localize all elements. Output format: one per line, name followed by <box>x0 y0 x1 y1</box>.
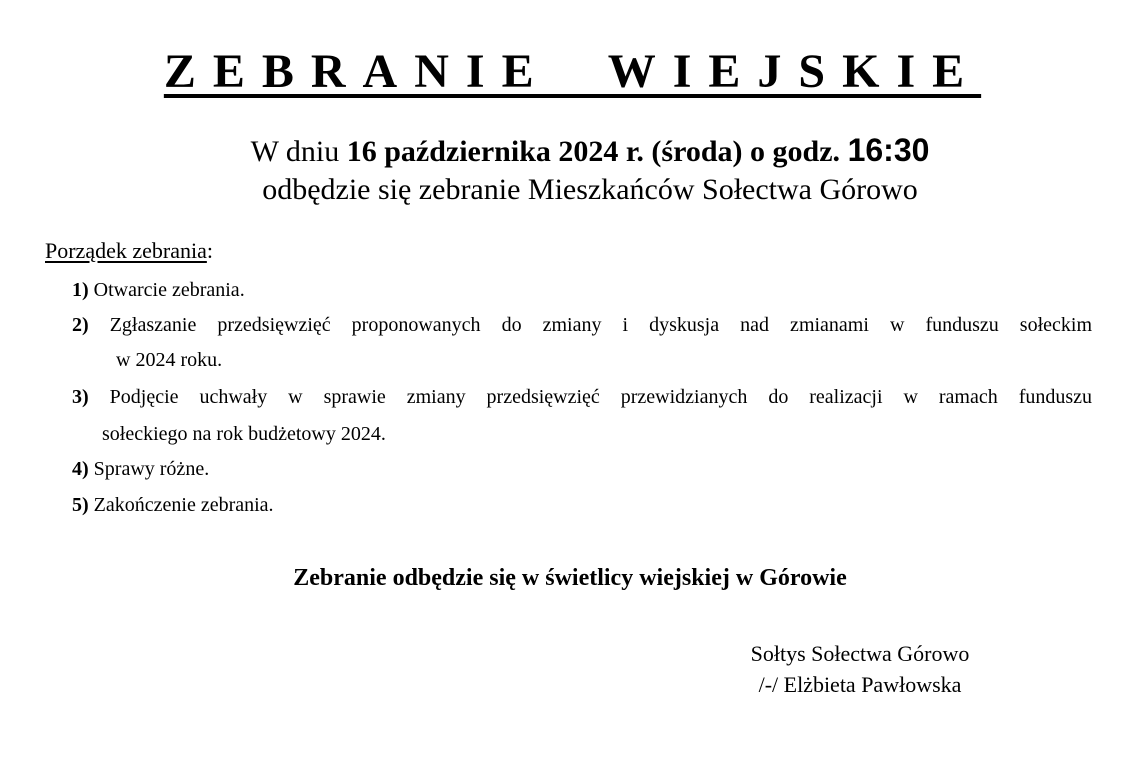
meeting-date: 16 października 2024 r. (środa) o godz. <box>346 135 841 168</box>
signature-block <box>700 638 1020 700</box>
meeting-description: odbędzie się zebranie Mieszkańców Sołectwa Górowo <box>262 173 918 206</box>
agenda-item-text: Podjęcie uchwały w sprawie zmiany przedsięwzięć przewidzianych do realizacji w ramach funduszu <box>109 386 1093 408</box>
signature-name: /-/ Elżbieta Pawłowska <box>758 672 962 697</box>
agenda-item-2 <box>72 308 1092 342</box>
agenda-item-text: Zakończenie zebrania. <box>93 494 274 516</box>
agenda-heading-text: Porządek zebrania <box>45 238 207 263</box>
agenda-item-2-continuation: w 2024 roku. <box>116 349 223 371</box>
agenda-item-1 <box>72 273 245 307</box>
agenda-item-3 <box>72 380 1092 414</box>
agenda-heading-colon: : <box>206 238 213 263</box>
meeting-date-prefix: W dniu <box>250 135 347 168</box>
agenda-item-number: 1) <box>72 279 89 301</box>
agenda-item-number: 2) <box>72 314 89 336</box>
meeting-location: Zebranie odbędzie się w świetlicy wiejskiej w Górowie <box>293 565 847 591</box>
meeting-time: 16:30 <box>847 132 930 168</box>
agenda-heading <box>45 236 213 266</box>
document-title-text: ZEBRANIE WIEJSKIE <box>163 45 982 98</box>
agenda-item-5 <box>72 488 274 522</box>
agenda-item-number: 3) <box>72 386 89 408</box>
meeting-date-line <box>0 130 1145 172</box>
agenda-item-text: Zgłaszanie przedsięwzięć proponowanych do zmiany i dyskusja nad zmianami w funduszu sołeckim <box>109 314 1093 336</box>
agenda-item-number: 5) <box>72 494 89 516</box>
signature-role: Sołtys Sołectwa Górowo <box>750 641 970 666</box>
agenda-item-3-continuation: sołeckiego na rok budżetowy 2024. <box>102 423 386 445</box>
agenda-item-number: 4) <box>72 458 89 480</box>
agenda-item-4 <box>72 452 209 486</box>
agenda-item-text: Sprawy różne. <box>93 458 210 480</box>
agenda-item-text: Otwarcie zebrania. <box>93 279 245 301</box>
document-title <box>0 42 1145 102</box>
